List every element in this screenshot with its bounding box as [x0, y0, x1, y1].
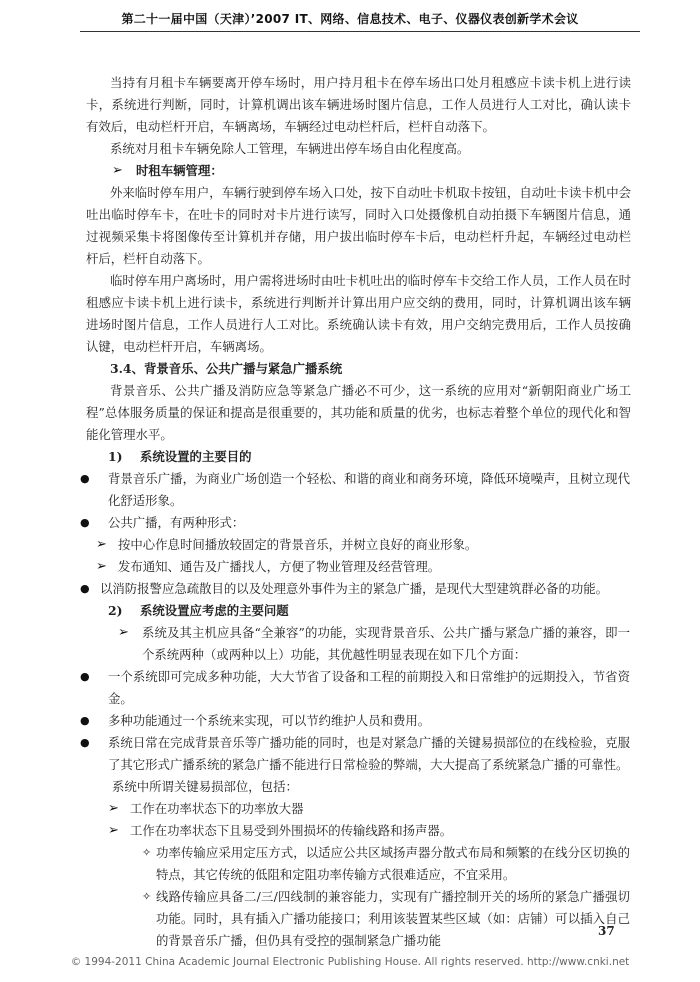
- bullet-online-check: 系统日常在完成背景音乐等广播功能的同时，也是对紧急广播的关键易损部位的在线检验，克服了其它形式广播系统的紧急广播不能进行日常检验的弊端，大大提高了系统紧急广播的可靠性。: [108, 735, 630, 772]
- arrow-item-amplifier: 工作在功率状态下的功率放大器: [130, 801, 304, 816]
- page-number: 37: [598, 924, 615, 938]
- bullet-icon: ●: [80, 670, 90, 683]
- arrow-bullet-icon: ➢: [112, 163, 123, 178]
- arrow-item-lines-speakers: 工作在功率状态下且易受到外围损坏的传输线路和扬声器。: [130, 823, 453, 838]
- bullet-save-staff: 多种功能通过一个系统来实现，可以节约维护人员和费用。: [108, 713, 431, 728]
- paragraph-hourly-exit: 临时停车用户离场时，用户需将进场时由吐卡机吐出的临时停车卡交给工作人员，工作人员在时租感应卡读卡机上进行读卡，系统进行判断并计算出用户应交纳的费用，同时，计算机调出该车辆进场时图片信息，工作人员进行人工对比。系统确认读卡有效，用户交纳完费用后，工作人员按确认键，电动栏杆开启，车辆离场。: [86, 273, 631, 354]
- paragraph-hourly-entry: 外来临时停车用户，车辆行驶到停车场入口处，按下自动吐卡机取卡按钮，自动吐卡读卡机中会吐出临时停车卡，在吐卡的同时对卡片进行读写，同时入口处摄像机自动拍摄下车辆图片信息，通过视频采集卡将图像传至计算机并存储，用户拔出临时停车卡后，电动栏杆升起，车辆经过电动栏杆后，栏杆自动落下。: [86, 185, 631, 266]
- paragraph-monthly-summary: 系统对月租卡车辆免除人工管理，车辆进出停车场自由化程度高。: [110, 141, 470, 156]
- copyright-footer: © 1994-2011 China Academic Journal Electronic Publishing House. All rights reserved. http://www.cnki.net: [70, 956, 630, 968]
- bullet-background-music: 背景音乐广播，为商业广场创造一个轻松、和谐的商业和商务环境，降低环境噪声，且树立现代化舒适形象。: [108, 471, 630, 508]
- bullet-public-broadcast: 公共广播，有两种形式：: [108, 515, 245, 530]
- arrow-bullet-icon: ➢: [108, 823, 119, 838]
- running-header: 第二十一届中国（天津）’2007 IT、网络、信息技术、电子、仪器仪表创新学术会议: [121, 12, 579, 26]
- diamond-item-constant-voltage: 功率传输应采用定压方式，以适应公共区域扬声器分散式布局和频繁的在线分区切换的特点，其它传统的低阻和定阻功率传输方式很难适应，不宜采用。: [156, 845, 630, 882]
- paragraph-monthly-exit: 当持有月租卡车辆要离开停车场时，用户持月租卡在停车场出口处月租感应卡读卡机上进行读卡，系统进行判断，同时，计算机调出该车辆进场时图片信息，工作人员进行人工对比，确认读卡有效后，电动栏杆开启，车辆离场，车辆经过电动栏杆后，栏杆自动落下。: [86, 75, 631, 134]
- bullet-icon: ●: [80, 582, 90, 595]
- arrow-item-schedule-music: 按中心作息时间播放较固定的背景音乐，并树立良好的商业形象。: [118, 537, 478, 552]
- section-heading-3-4: 3.4、背景音乐、公共广播与紧急广播系统: [110, 361, 343, 376]
- arrow-bullet-icon: ➢: [118, 625, 129, 640]
- bullet-icon: ●: [80, 516, 90, 529]
- heading-number-2: 2): [108, 603, 123, 618]
- heading-number-1: 1): [108, 449, 123, 464]
- diamond-bullet-icon: ✧: [142, 846, 152, 859]
- bullet-save-cost: 一个系统即可完成多种功能，大大节省了设备和工程的前期投入和日常维护的远期投入，节省资金。: [108, 669, 630, 706]
- arrow-item-compatibility: 系统及其主机应具备“全兼容”的功能，实现背景音乐、公共广播与紧急广播的兼容，即一个系统两种（或两种以上）功能，其优越性明显表现在如下几个方面：: [142, 625, 630, 662]
- paragraph-broadcast-intro: 背景音乐、公共广播及消防应急等紧急广播必不可少，这一系统的应用对“新朝阳商业广场工程”总体服务质量的保证和提高是很重要的，其功能和质量的优劣，也标志着整个单位的现代化和智能化管理水平。: [86, 383, 631, 442]
- header-rule: [80, 31, 640, 32]
- heading-considerations: 系统设置应考虑的主要问题: [140, 603, 289, 618]
- heading-purpose: 系统设置的主要目的: [140, 449, 252, 464]
- diamond-bullet-icon: ✧: [142, 890, 152, 903]
- paragraph-key-parts: 系统中所谓关键易损部位，包括：: [112, 779, 298, 794]
- bullet-icon: ●: [80, 714, 90, 727]
- bullet-emergency-broadcast: 以消防报警应急疏散目的以及处理意外事件为主的紧急广播，是现代大型建筑群必备的功能。: [100, 581, 609, 596]
- arrow-bullet-icon: ➢: [96, 559, 107, 574]
- bullet-icon: ●: [80, 472, 90, 485]
- bullet-icon: ●: [80, 736, 90, 749]
- subheading-hourly-vehicles: 时租车辆管理：: [136, 163, 223, 178]
- arrow-bullet-icon: ➢: [108, 801, 119, 816]
- diamond-item-wire-compat: 线路传输应具备二/三/四线制的兼容能力，实现有广播控制开关的场所的紧急广播强切功能。同时，具有插入广播功能接口；利用该装置某些区域（如：店铺）可以插入自己的背景音乐广播，但仍具有受控的强制紧急广播功能: [156, 889, 630, 948]
- arrow-item-notices: 发布通知、通告及广播找人，方便了物业管理及经营管理。: [118, 559, 441, 574]
- arrow-bullet-icon: ➢: [96, 537, 107, 552]
